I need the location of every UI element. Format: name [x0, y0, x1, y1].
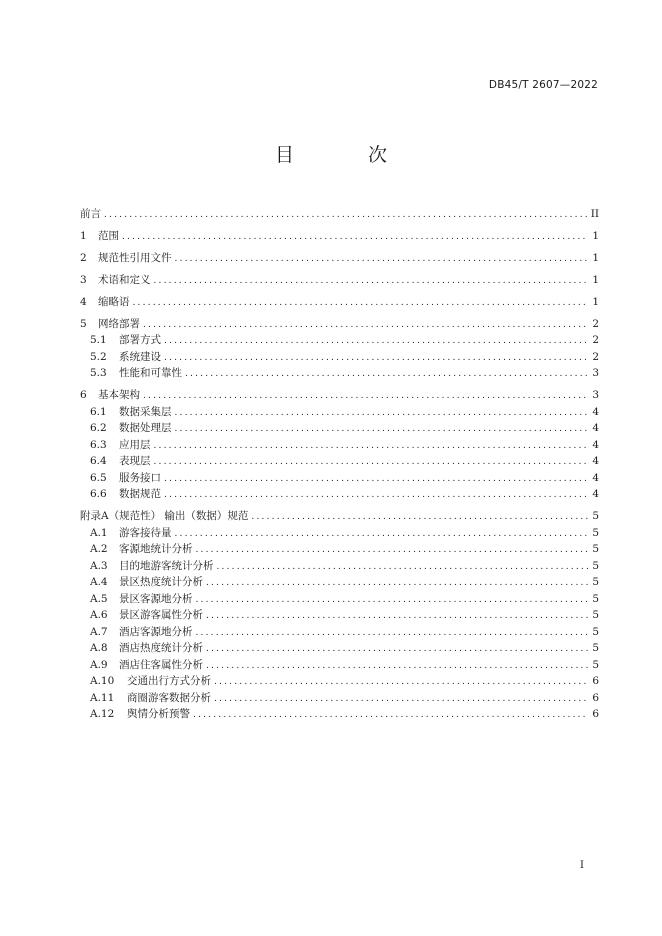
toc-entry-number: 4	[80, 295, 87, 308]
toc-leader-dots	[206, 658, 588, 675]
toc-leader-dots	[175, 251, 589, 268]
toc-entry-page: 4	[592, 405, 599, 418]
toc-leader-dots	[133, 295, 589, 312]
toc-entry[interactable]	[80, 437, 599, 454]
toc-entry[interactable]	[80, 525, 599, 542]
toc-entry-page: 1	[592, 273, 599, 286]
toc-entry-label: 表现层	[119, 455, 151, 467]
toc-entry-number: 6.6	[90, 488, 107, 500]
toc-entry-number: A.3	[90, 559, 108, 572]
toc-entry[interactable]	[80, 272, 599, 289]
toc-entry-label: 部署方式	[119, 334, 161, 346]
toc-entry-page: 5	[592, 642, 599, 654]
toc-entry-page: 6	[592, 691, 599, 704]
toc-entry-number: 6.4	[90, 455, 107, 467]
toc-entry-number: 1	[80, 229, 87, 242]
toc-entry-label: 商圈游客数据分析	[127, 691, 211, 704]
toc-entry[interactable]	[80, 574, 599, 591]
toc-entry[interactable]	[80, 387, 599, 404]
toc-entry-page: 5	[592, 592, 599, 605]
toc-leader-dots	[185, 366, 588, 383]
toc-entry-label: 酒店热度统计分析	[119, 642, 203, 654]
toc-leader-dots	[104, 207, 588, 224]
toc-entry-page: 2	[592, 350, 599, 363]
toc-entry-label: 附录A（规范性） 输出（数据）规范	[80, 510, 249, 522]
toc-entry[interactable]	[80, 294, 599, 311]
toc-entry-label: 缩略语	[98, 295, 130, 308]
toc-entry-number: 6.3	[90, 438, 107, 451]
toc-entry-label: 基本架构	[98, 389, 140, 401]
toc-entry[interactable]	[80, 453, 599, 470]
toc-leader-dots	[122, 229, 588, 246]
toc-entry-page: 6	[592, 675, 599, 687]
toc-leader-dots	[143, 317, 588, 334]
toc-entry-page: 1	[592, 251, 599, 264]
toc-entry-label: 服务接口	[119, 471, 161, 484]
toc-entry-label: 目的地游客统计分析	[119, 559, 214, 572]
toc-entry[interactable]	[80, 470, 599, 487]
toc-leader-dots	[175, 526, 589, 543]
toc-entry[interactable]	[80, 690, 599, 707]
toc-entry[interactable]	[80, 332, 599, 349]
toc-entry-number: A.12	[90, 708, 115, 720]
toc-entry-number: 5.1	[90, 334, 107, 346]
toc-entry-label: 应用层	[119, 438, 151, 451]
toc-entry[interactable]	[80, 541, 599, 558]
toc-entry-page: 2	[592, 317, 599, 330]
toc-entry[interactable]	[80, 624, 599, 641]
toc-entry[interactable]	[80, 206, 599, 223]
toc-entry[interactable]	[80, 250, 599, 267]
table-of-contents	[80, 200, 599, 723]
toc-leader-dots	[154, 438, 589, 455]
toc-entry[interactable]	[80, 607, 599, 624]
toc-entry-label: 系统建设	[119, 350, 161, 363]
toc-entry-page: 4	[592, 488, 599, 500]
toc-entry[interactable]	[80, 365, 599, 382]
toc-entry-label: 舆情分析预警	[127, 708, 190, 720]
page-title: 目 次	[274, 144, 422, 166]
toc-entry-number: 5.2	[90, 350, 107, 363]
toc-entry-label: 客源地统计分析	[119, 543, 193, 555]
toc-entry-page: 5	[592, 576, 599, 588]
toc-entry-label: 数据采集层	[119, 405, 172, 418]
toc-leader-dots	[206, 641, 588, 658]
toc-leader-dots	[193, 707, 588, 724]
toc-entry-number: A.11	[90, 691, 115, 704]
toc-entry-label: 网络部署	[98, 317, 140, 330]
toc-entry-number: A.7	[90, 625, 108, 638]
toc-entry[interactable]	[80, 591, 599, 608]
toc-entry-number: A.4	[90, 576, 108, 588]
toc-entry[interactable]	[80, 486, 599, 503]
toc-leader-dots	[175, 405, 589, 422]
toc-entry-page: 5	[592, 559, 599, 572]
toc-entry[interactable]	[80, 508, 599, 525]
toc-leader-dots	[196, 542, 589, 559]
toc-entry-label: 数据规范	[119, 488, 161, 500]
toc-entry-label: 数据处理层	[119, 422, 172, 434]
toc-entry-number: 6	[80, 389, 87, 401]
toc-entry-page: 5	[592, 510, 599, 522]
toc-entry-page: 5	[592, 543, 599, 555]
toc-entry-page: 5	[592, 526, 599, 539]
toc-leader-dots	[164, 487, 588, 504]
toc-entry-label: 景区热度统计分析	[119, 576, 203, 588]
toc-entry-page: 5	[592, 609, 599, 621]
toc-entry-number: 5.3	[90, 367, 107, 379]
toc-entry[interactable]	[80, 640, 599, 657]
toc-leader-dots	[217, 559, 589, 576]
toc-entry-number: 2	[80, 251, 87, 264]
toc-leader-dots	[164, 333, 588, 350]
toc-entry[interactable]	[80, 673, 599, 690]
toc-entry-number: A.5	[90, 592, 108, 605]
toc-entry[interactable]	[80, 657, 599, 674]
toc-entry-number: A.2	[90, 543, 108, 555]
toc-entry-number: 3	[80, 273, 87, 286]
toc-leader-dots	[214, 674, 588, 691]
toc-entry-page: 3	[592, 367, 599, 379]
toc-leader-dots	[196, 592, 589, 609]
toc-entry-number: A.8	[90, 642, 108, 654]
toc-entry-label: 游客接待量	[119, 526, 172, 539]
toc-entry-page: 1	[592, 295, 599, 308]
toc-entry-label: 酒店住客属性分析	[119, 658, 203, 671]
toc-entry-number: A.6	[90, 609, 108, 621]
toc-entry-label: 交通出行方式分析	[127, 675, 211, 687]
toc-entry-page: 2	[592, 334, 599, 346]
toc-entry[interactable]	[80, 706, 599, 723]
toc-leader-dots	[251, 509, 588, 526]
toc-leader-dots	[175, 421, 589, 438]
page-number: I	[580, 860, 584, 871]
toc-leader-dots	[154, 273, 589, 290]
toc-entry-page: 5	[592, 625, 599, 638]
toc-entry-number: A.9	[90, 658, 108, 671]
toc-entry-label: 性能和可靠性	[119, 367, 182, 379]
toc-entry-page: 1	[592, 229, 599, 242]
toc-entry[interactable]	[80, 404, 599, 421]
toc-entry-label: 酒店客源地分析	[119, 625, 193, 638]
toc-leader-dots	[196, 625, 589, 642]
toc-entry[interactable]	[80, 349, 599, 366]
toc-entry-page: 3	[592, 389, 599, 401]
toc-leader-dots	[206, 608, 588, 625]
toc-entry-number: 6.1	[90, 405, 107, 418]
toc-entry[interactable]	[80, 558, 599, 575]
toc-entry-page: 6	[592, 708, 599, 720]
standard-code: DB45/T 2607—2022	[488, 79, 598, 91]
toc-entry-number: A.1	[90, 526, 108, 539]
toc-leader-dots	[154, 454, 589, 471]
toc-entry-page: 4	[592, 438, 599, 451]
toc-entry[interactable]	[80, 420, 599, 437]
toc-leader-dots	[214, 691, 588, 708]
toc-entry-page: II	[590, 207, 599, 220]
toc-entry-number: A.10	[90, 675, 115, 687]
toc-entry-number: 6.5	[90, 471, 107, 484]
toc-entry[interactable]	[80, 316, 599, 333]
toc-leader-dots	[143, 388, 588, 405]
toc-entry-label: 范围	[98, 229, 119, 242]
toc-entry-label: 景区游客属性分析	[119, 609, 203, 621]
toc-entry-page: 4	[592, 455, 599, 467]
toc-leader-dots	[164, 471, 588, 488]
toc-entry-number: 5	[80, 317, 87, 330]
toc-leader-dots	[164, 350, 588, 367]
toc-entry-number: 6.2	[90, 422, 107, 434]
toc-entry-label: 前言	[80, 207, 101, 220]
toc-leader-dots	[206, 575, 588, 592]
toc-entry-page: 5	[592, 658, 599, 671]
toc-entry-page: 4	[592, 471, 599, 484]
toc-entry-page: 4	[592, 422, 599, 434]
toc-entry[interactable]	[80, 228, 599, 245]
toc-entry-label: 规范性引用文件	[98, 251, 172, 264]
toc-entry-label: 景区客源地分析	[119, 592, 193, 605]
toc-entry-label: 术语和定义	[98, 273, 151, 286]
